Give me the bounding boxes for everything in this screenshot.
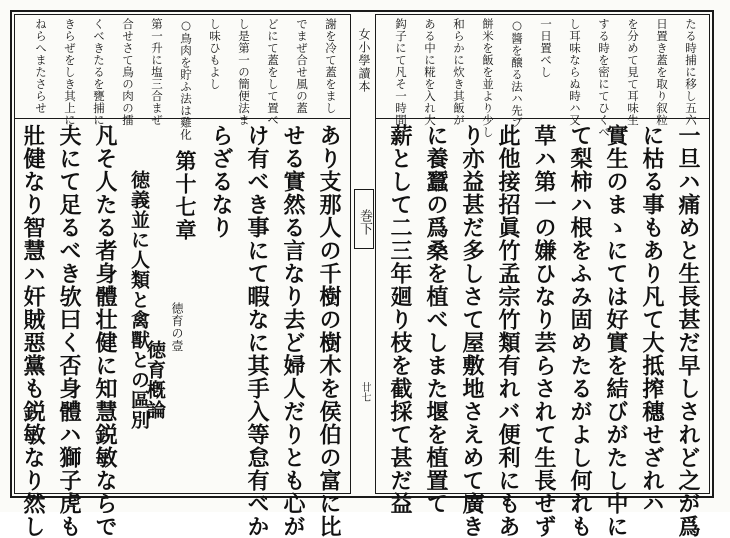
left-note-line: し味ひもよし (208, 18, 222, 90)
right-body-line: 薪として二三年廻り枝を截採て甚だ益 (387, 124, 413, 515)
left-closing-line: 凡そ人たる者身體壮健に知慧鋭敏ならで (92, 124, 118, 538)
left-body-line: あり支那人の千樹の樹木を侯伯の富に比 (316, 124, 342, 538)
chapter-note: 徳育の壹 (170, 302, 184, 352)
right-note-line: ある中に糀を入れ大 (423, 18, 437, 126)
right-note-line: ○醬を醸る法ハ先ブ (510, 18, 524, 129)
left-note-line: どにて蓋をして置べ (266, 18, 280, 126)
right-note-line: 一日置べし (539, 18, 553, 78)
left-note-line: くべきたるを甕捕に (92, 18, 106, 126)
page-number: 廿七 (359, 382, 370, 402)
right-note-line: を分めて見て耳味生 (626, 18, 640, 126)
left-closing-line: 夫にて足るべき欤曰く否身體ハ獅子虎も (56, 124, 82, 538)
chapter-heading: 第十七章 (173, 150, 198, 242)
left-body-line: け有べき事にて暇なに其手入等怠有べか (244, 124, 270, 538)
left-note-line: でまぜ合せ風の蓋 (295, 18, 309, 114)
right-body-line: 此他接招眞竹孟宗竹類有れバ便利にもあ (495, 124, 521, 538)
right-note-line: たる時捕に移し五六 (684, 18, 698, 126)
running-head-title: 女小學讀本 (357, 28, 371, 93)
left-closing-line: 壯健なり智慧ハ奸賊惡黨も鋭敏なり然し (20, 124, 46, 538)
right-body-line: に養蠶の爲桑を植べしまた堰を植置て (423, 124, 449, 515)
left-note-line: きらぜをしき其上に (63, 18, 77, 126)
right-body-line: り亦益甚だ多しさて屋敷地さえめて廣き (459, 124, 485, 538)
right-note-line: する時を密にてひくべ (597, 18, 611, 138)
right-note-line: 日置き蓋を取り叙粒 (655, 18, 669, 126)
left-note-line: 合せさて鳥の肉の擂 (121, 18, 135, 126)
section-title: 徳義並に人類と禽獸との區別 (128, 170, 150, 430)
right-body-line: て梨柿ハ根をふみ固めたるがよし何れも (567, 124, 593, 538)
right-body-line: 一旦ハ痛めと生長甚だ早しされど之が爲 (675, 124, 701, 538)
right-note-line: 鈎子にて凡そ一時間 (394, 18, 408, 126)
left-note-line: し是第一の簡便法ま (237, 18, 251, 126)
volume-label: 巻下 (354, 189, 374, 249)
right-body-line: 草ハ第一の嫌ひなり芸らされて生長せず (531, 124, 557, 538)
right-note-line: し耳味ならぬ時ハ又 (568, 18, 582, 126)
right-note-line: 和らかに炊き其飯が (452, 18, 466, 126)
center-gutter (350, 14, 376, 494)
left-body-line: せる實然る言なり去ど婦人だりとも心が (280, 124, 306, 538)
left-note-line: ねらへまたさらせ (34, 18, 48, 114)
left-note-line: 謝を冷て蓋をまし (324, 18, 338, 114)
left-note-line: ○鳥肉を貯ふ法は雞化 (179, 18, 193, 141)
right-body-line: 實生のまゝにては好實を結びがたし中に (603, 124, 629, 538)
right-note-line: 餅米を飯を並より少し (481, 18, 495, 138)
left-body-line: らざるなり (208, 124, 234, 239)
chapter-title: 徳育槪論 (144, 340, 166, 420)
right-body-line: に枯る事もあり凡て大抵搾穗せざれハ (639, 124, 665, 515)
left-note-line: 第一升に塩三合まぜ (150, 18, 164, 126)
